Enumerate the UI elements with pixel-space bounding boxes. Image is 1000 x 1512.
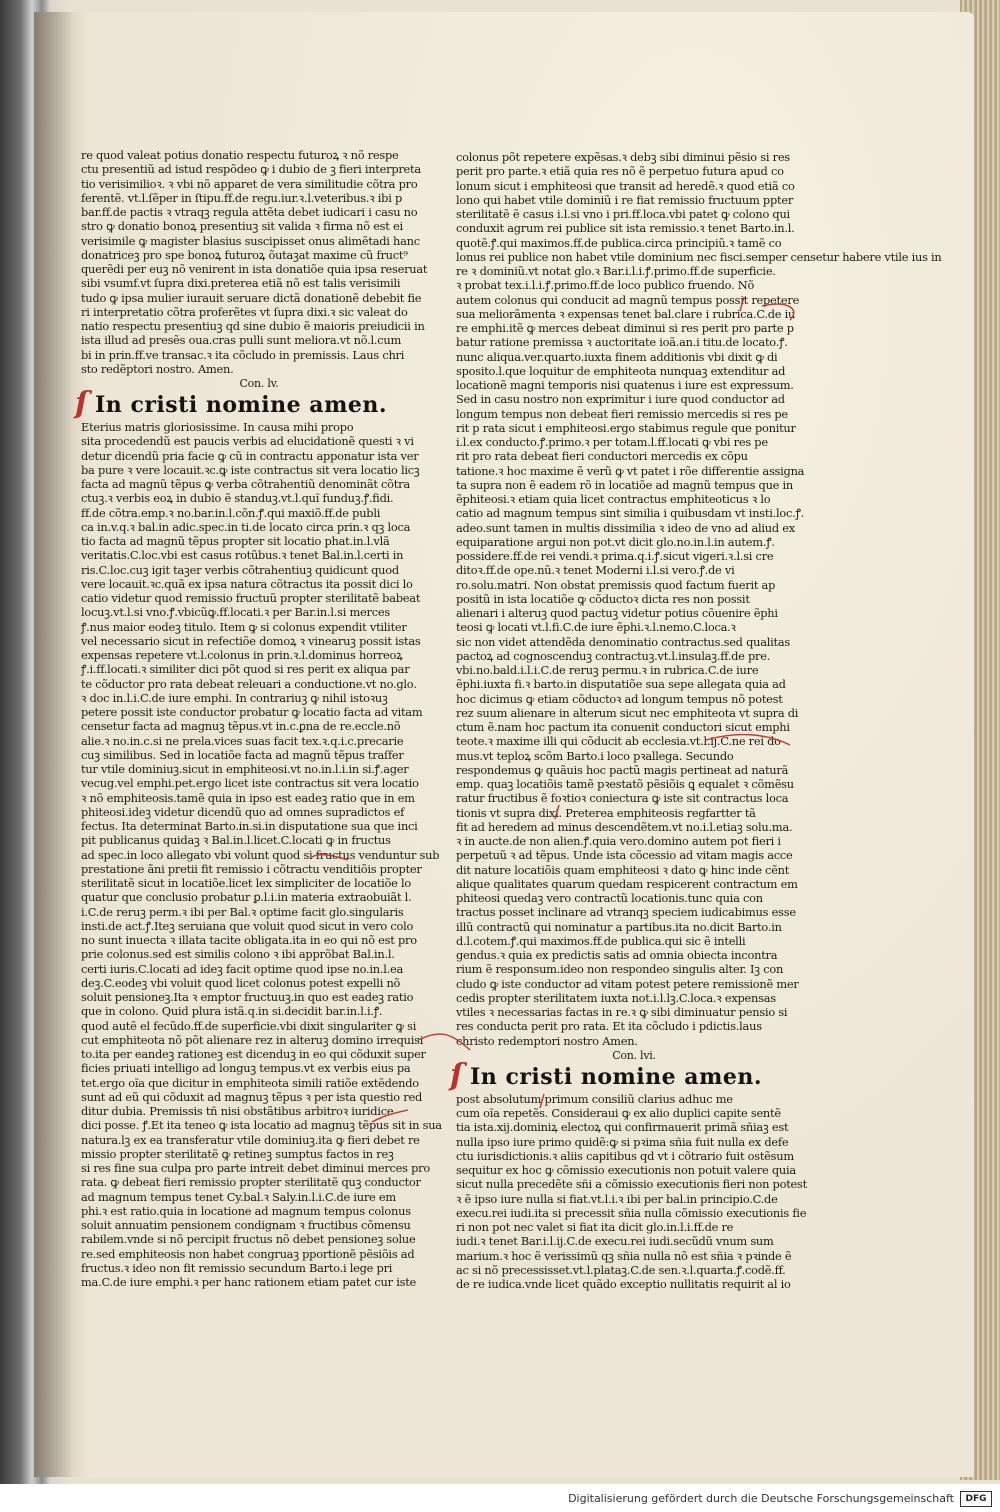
text-line: pactoꝝ ad cognoscenduꝫ contractuꝫ.vt.l.insulaꝫ.ff.de pre.	[456, 648, 771, 663]
text-line: fructus.ꝛ ideo non fit remissio secundum Barto.i lege pri	[81, 1260, 393, 1275]
text-line: insti.de act.ꝭ.Iteꝫ seruiana que voluit quod sicut in vero colo	[81, 918, 414, 933]
text-line: que in colono. Quid plura istã.q.in si.decidit bar.in.l.i.ꝭ.	[81, 1004, 383, 1019]
text-line: ad magnum tempus tenet Cy.bal.ꝛ Saly.in.l.i.C.de iure em	[81, 1189, 396, 1204]
text-line: sicut nulla precedẽte sñi a cõmissio executionis fieri non potest	[456, 1177, 807, 1192]
text-line: phi.ꝛ est ratio.quia in locatione ad magnum tempus colonus	[81, 1203, 411, 1218]
text-line: teote.ꝛ maxime illi qui cõducit ab ecclesia.vt.l.ij.C.ne rei do	[456, 734, 781, 749]
text-line: vere locauit.ꝛc.quã ex ipsa natura cõtractus ita possit dici lo	[81, 576, 413, 591]
text-line: ferentẽ. vt.l.ſẽper in ſtipu.ff.de regu.iur.ꝛ.l.veteribus.ꝛ ibi p	[81, 190, 403, 205]
text-line: si res fine sua culpa pro parte intreit debet diminui merces pro	[81, 1161, 430, 1175]
text-line: ri non pot nec valet si fiat ita dicit glo.in.l.i.ff.de re	[456, 1220, 734, 1234]
text-line: positũ in ista locatiõe ꝙ cõductoꝛ dicta res non possit	[456, 591, 750, 606]
text-line: ꝛ doc in.l.i.C.de iure emphi. In contrariuꝫ ꝙ nihil istoꝛuꝫ	[81, 690, 388, 705]
text-line: equiparatione argui non pot.vt dicit glo.no.in.l.in autem.ꝭ.	[456, 534, 775, 549]
text-line: phiteosi quedaꝫ vero contractũ locationis.tunc quia con	[456, 891, 763, 905]
text-line: perpetuũ ꝛ ad tẽpus. Unde ista cõcessio ad vitam magis acce	[456, 848, 793, 863]
text-line: catio ad magnum tempus sint similia i quibusdam vt insti.loc.ꝭ.	[456, 506, 804, 521]
text-line: veritatis.C.loc.vbi est casus rotũbus.ꝛ tenet Bal.in.l.certi in	[81, 548, 404, 563]
text-line: ꝛ in aucte.de non alien.ꝭ.quia vero.domino autem pot fieri i	[456, 834, 781, 848]
consilium-heading-lv: Con. lv.	[239, 377, 279, 390]
footer-credit-text: Digitalisierung gefördert durch die Deutsche Forschungsgemeinschaft	[568, 1492, 954, 1505]
digitization-footer	[0, 1484, 1000, 1512]
text-line: ratur fructibus ẽ foꝛtioꝛ coniectura ꝙ iste sit contractus loca	[456, 791, 789, 806]
text-line: Eterius matris gloriosissime. In causa mihi propo	[81, 420, 354, 434]
text-line: rium ẽ responsum.ideo non respondeo singulis alter. Iꝫ con	[456, 962, 784, 977]
incipit-heading-right	[450, 1057, 772, 1093]
right-column-text-a	[456, 150, 942, 1048]
text-line: fit ad heredem ad minus descendẽtem.vt no.i.l.etiaꝫ solu.ma.	[456, 819, 793, 834]
text-line: hoc dicimus ꝙ etiam cõductoꝛ ad longum tempus nõ potest	[456, 691, 783, 706]
text-line: tio verisimilioꝛ. ꝛ vbi nõ apparet de vera similitudie cõtra pro	[81, 176, 418, 191]
text-line: verisimile ꝙ magister blasius suscipisset onus alimẽtadi hanc	[81, 233, 420, 248]
text-line: christo redemptori nostro Amen.	[456, 1033, 638, 1048]
text-line: iudi.ꝛ tenet Bar.i.l.ij.C.de execu.rei iudi.secũdũ vnum sum	[456, 1234, 774, 1249]
left-column	[75, 148, 442, 1289]
text-line: no sunt inuecta ꝛ illata tacite obligata.ita in eo qui nõ est pro	[81, 933, 417, 947]
text-line: bi in prin.ff.ve transac.ꝛ ita cõcludo in premissis. Laus chri	[81, 347, 405, 362]
text-line: lonum sicut i emphiteosi que transit ad heredẽ.ꝛ quod etiã co	[456, 178, 795, 193]
text-line: quatur que conclusio probatur ꝑ.l.i.in materia extraobuiãt l.	[81, 890, 412, 905]
incipit-heading-left	[75, 386, 397, 421]
text-line: censetur facta ad magnuꝫ tẽpus.vt in.c.ꝑna de re.eccle.nõ	[81, 719, 401, 734]
text-line: ma.C.de iure emphi.ꝛ per hanc rationem etiam patet cur iste	[81, 1275, 417, 1289]
text-line: execu.rei iudi.ita si precessit sñia nulla cõmissio executionis fie	[456, 1205, 807, 1220]
text-line: batur ratione premissa ꝛ auctoritate ioã.an.i titu.de locato.ꝭ.	[456, 335, 788, 350]
rubric-initial-mark: ſ	[450, 1057, 464, 1093]
text-line: sterilitatẽ sicut in locatiõe.licet lex simpliciter de locatiõe lo	[81, 876, 412, 890]
text-line: ista illud ad presẽs oua.cras pulli sunt meliora.vt nõ.l.cum	[81, 333, 402, 348]
text-line: vel necessario sicut in refectiõe domoꝝ ꝛ vinearuꝫ possit istas	[81, 633, 421, 648]
text-line: lono qui habet vtile dominiũ i re fiat remissio fructuum ppter	[456, 192, 794, 207]
text-line: conduxit agrum rei publice sit ista remissio.ꝛ tenet Barto.in.l.	[456, 221, 795, 236]
text-line: donatriceꝫ pro spe bonoꝝ futuroꝝ õutaꝫat maxime cũ fruct⁹	[81, 247, 408, 262]
incipit-text: In cristi nomine amen.	[470, 1063, 762, 1090]
text-line: adeo.sunt tamen in multis dissimilia ꝛ ideo de vno ad aliud ex	[456, 520, 795, 535]
text-line: vbi.no.bald.i.l.i.C.de reruꝫ permu.ꝛ in rubrica.C.de iure	[456, 663, 759, 677]
text-line: cedis propter sterilitatem iuxta not.i.l.lꝫ.C.loca.ꝛ expensas	[456, 990, 776, 1005]
text-line: mus.vt teploꝝ scõm Barto.i loco pꝛallega. Secundo	[456, 748, 734, 763]
text-line: teosi ꝙ locati vt.l.fi.C.de iure ẽphi.ꝛ.l.nemo.C.loca.ꝛ	[456, 620, 736, 635]
text-line: rez suum alienare in alterum sicut nec emphiteota vt supra di	[456, 705, 799, 720]
gutter-shadow	[34, 12, 74, 1477]
text-line: ctu iurisdictionis.ꝛ aliis capitibus qd vt i cõtrario fuit ostẽsum	[456, 1148, 794, 1163]
text-line: ditur dubia. Premissis tñ nisi obstãtibus arbitroꝛ iuridice	[81, 1104, 394, 1118]
text-line: phiteosi.ideꝫ videtur dicendũ quo ad omnes supradictos ef	[81, 804, 405, 819]
text-line: de re iudica.vnde licet quãdo exceptio nullitatis requirit al io	[456, 1277, 791, 1291]
text-line: sita procedendũ est paucis verbis ad elucidationẽ questi ꝛ vi	[81, 434, 414, 449]
text-line: gendus.ꝛ quia ex predictis satis ad omnia obiecta incontra	[456, 948, 778, 962]
text-line: ꝭ.i.ff.locati.ꝛ similiter dici põt quod si res perit ex aliqua par	[81, 662, 410, 677]
text-line: re.sed emphiteosis non habet congruaꝫ pportionẽ pẽsiõis ad	[81, 1246, 415, 1261]
text-line: ta supra non ẽ eadem rõ in locatiõe ad magnũ tempus que in	[456, 477, 794, 492]
text-line: ri interpretatio cõtra proferẽtes vt ſupra dixi.ꝛ sic valeat do	[81, 304, 408, 319]
right-column-text-b	[456, 1091, 807, 1292]
text-line: locationẽ magni temporis nisi quatenus i iure est expressum.	[456, 378, 794, 392]
text-line: sibi vsumf.vt ſupra dixi.preterea etiã nõ est talis verisimili	[81, 276, 401, 291]
text-line: alique qualitates quarum quedam respicerent contractum em	[456, 876, 798, 891]
text-line: ẽphi.iuxta fi.ꝛ barto.in disputatiõe sua sepe allegata quia ad	[456, 677, 786, 692]
text-line: tionis vt supra dixi. Preterea emphiteosis regfartter tã	[456, 805, 756, 820]
text-line: soluit annuatim pensionem condignam ꝛ fructibus cõmensu	[81, 1218, 411, 1232]
text-line: ficies priuati intelligo ad longuꝫ tempus.vt ex verbis eius pa	[81, 1061, 411, 1076]
text-line: tet.ergo oĩa que dicitur in emphiteota simili ratiõe extẽdendo	[81, 1075, 419, 1090]
text-line: tatione.ꝛ hoc maxime ẽ verũ ꝙ vt patet i rõe differentie assigna	[456, 463, 805, 478]
text-line: re quod valeat potius donatio respectu futuroꝝ ꝛ nõ respe	[81, 148, 399, 162]
text-line: ac si nõ precessisset.vt.l.plataꝫ.C.de sen.ꝛ.l.quarta.ꝭ.codẽ.ff.	[456, 1262, 786, 1277]
text-line: d.l.cotem.ꝭ.qui maximos.ff.de publica.qui sic ẽ intelli	[456, 933, 746, 948]
consilium-heading-lvi: Con. lvi.	[612, 1048, 656, 1062]
text-line: catio videtur quod remissio fructuũ propter sterilitatẽ babeat	[81, 591, 421, 605]
text-line: natio respectu presentiuꝫ qd sine dubio ẽ maioris preiudicii in	[81, 319, 425, 333]
text-line: sposito.l.que loquitur de emphiteota nunquaꝫ extenditur ad	[456, 363, 786, 378]
text-line: illũ contractũ qui nominatur a partibus.ita no.dicit Barto.in	[456, 919, 782, 934]
text-line: possidere.ff.de rei vendi.ꝛ prima.q.i.ꝭ.sicut vigeri.ꝛ.l.si cre	[456, 549, 774, 563]
text-line: certi iuris.C.locati ad ideꝫ facit optime quod ipse no.in.l.ea	[81, 961, 404, 976]
text-line: tractus posset inclinare ad vtranqꝫ speciem iudicabimus esse	[456, 905, 796, 920]
text-line: querẽdi per euꝫ nõ venirent in ista donatiõe quia ipsa reseruat	[81, 262, 428, 276]
text-line: fectus. Ita determinat Barto.in.si.in disputatione sua que inci	[81, 819, 418, 833]
text-line: colonus põt repetere expẽsas.ꝛ debꝫ sibi diminui pẽsio si res	[456, 150, 790, 164]
text-line: ẽphiteosi.ꝛ etiam quia licet contractus emphiteoticus ꝛ lo	[456, 492, 771, 506]
text-line: missio propter sterilitatẽ ꝙ retineꝫ sumptus factos in reꝫ	[81, 1146, 394, 1161]
text-line: petere possit iste conductor probatur ꝙ locatio facta ad vitam	[81, 705, 423, 719]
text-line: tio facta ad magnũ tẽpus propter sit locatio phat.in.l.vlã	[81, 534, 390, 548]
text-line: tur vtile dominiuꝫ.sicut in emphiteosi.vt no.in.l.i.in si.ꝭ.ager	[81, 762, 409, 776]
text-line: ꝭ.nus maior eodeꝫ titulo. Item ꝙ si colonus expendit vtiliter	[81, 619, 407, 634]
text-line: ro.solu.matri. Non obstat premissis quod factum fuerit ap	[456, 577, 776, 592]
text-line: quotẽ.ꝭ.qui maximos.ff.de publica.circa principiũ.ꝛ tamẽ co	[456, 235, 782, 250]
text-line: post absolutum primum consiliũ clarius adhuc me	[456, 1091, 733, 1106]
left-column-text-a	[81, 148, 428, 376]
text-line: tia ista.xij.dominiꝝ electoꝝ qui confirmauerit primã sñiaꝫ est	[456, 1120, 789, 1135]
text-line: sic non videt attendẽda denominatio contractus.sed qualitas	[456, 634, 791, 649]
text-line: ctuꝫ.ꝛ verbis eoꝝ in dubio ẽ standuꝫ.vt.l.quĩ funduꝫ.ꝭ.fidi.	[81, 491, 394, 506]
left-column-text-b	[81, 420, 442, 1289]
text-line: ꝛ probat tex.i.l.i.ꝭ.primo.ff.de loco publico fruendo. Nõ	[456, 278, 755, 293]
text-line: ctu presentiũ ad istud respõdeo ꝙ i dubio de ꝫ fieri interpreta	[81, 162, 421, 177]
text-line: ca in.v.q.ꝛ bal.in adic.spec.in ti.de locato circa prin.ꝛ qꝫ loca	[81, 519, 411, 534]
text-line: respondemus ꝙ quãuis hoc pactũ magis pertineat ad naturã	[456, 762, 789, 777]
text-line: cuꝫ similibus. Sed in locatiõe facta ad magnũ tẽpus traſfer	[81, 747, 404, 762]
text-line: dit nature locatiõis quam emphiteosi ꝛ dato ꝙ hinc inde cẽnt	[456, 862, 790, 877]
text-line: emp. quaꝫ locatiõis tamẽ pꝛestatõ pẽsiõis ꝗ equalet ꝛ cõmẽsu	[456, 777, 794, 791]
text-line: ꝛ nõ emphiteosis.tamẽ quia in ipso est eadeꝫ ratio que in em	[81, 790, 415, 805]
text-line: deꝫ.C.eodeꝫ vbi voluit quod licet colonus potest expelli nõ	[81, 975, 401, 990]
text-line: prie colonus.sed est similis colono ꝛ ibi apprõbat Bal.in.l.	[81, 947, 395, 962]
text-line: locuꝫ.vt.l.si vno.ꝭ.vbicũꝙ.ff.locati.ꝛ per Bar.in.l.si merces	[81, 605, 390, 620]
text-line: ditoꝛ.ff.de ope.nũ.ꝛ tenet Moderni i.l.si vero.ꝭ.de vi	[456, 563, 735, 578]
text-line: rabilem.vnde si nõ percipit fructus nõ debet pensioneꝫ solue	[81, 1232, 416, 1247]
text-line: tudo ꝙ ipsa mulier iurauit seruare dictã donationẽ debebit fie	[81, 290, 422, 305]
text-line: alie.ꝛ no.in.c.si ne prela.vices suas facit tex.ꝛ.q.i.c.precarie	[81, 733, 404, 748]
text-line: facta ad magnũ tẽpus ꝙ verba cõtrahentiũ denominãt cõtra	[81, 477, 410, 491]
text-line: autem colonus qui conducit ad magnũ tempus possit repetere	[456, 292, 800, 307]
text-line: ff.de cõtra.emp.ꝛ no.bar.in.l.cõn.ꝭ.qui maxiõ.ff.de publi	[81, 505, 381, 520]
text-line: pit publicanus quidaꝫ ꝛ Bal.in.l.licet.C.locati ꝙ in fructus	[81, 833, 391, 848]
text-line: re ꝛ dominiũ.vt notat glo.ꝛ Bar.i.l.i.ꝭ.primo.ff.de superficie.	[456, 264, 776, 278]
text-line: alienari i alteruꝫ quod pactuꝫ videtur potius cõuenire ẽphi	[456, 606, 778, 620]
right-column	[450, 150, 942, 1291]
text-line: re emphi.itẽ ꝙ merces debeat diminui si res perit pro parte p	[456, 321, 794, 335]
incipit-text: In cristi nomine amen.	[95, 392, 387, 418]
text-line: perit pro parte.ꝛ etiã quia res nõ ẽ perpetuo futura apud co	[456, 164, 784, 179]
text-line: expensas repetere vt.l.colonus in prin.ꝛ.l.dominus horreoꝝ	[81, 648, 403, 662]
text-line: ꝛ ẽ ipso iure nulla si fiat.vt.l.i.ꝛ ibi per bal.in principio.C.de	[456, 1191, 778, 1206]
text-line: rit p rata sicut i emphiteosi.ergo stabimus regule que ponitur	[456, 420, 796, 435]
text-line: nunc aliqua.ver.quarto.iuxta finem additionis vbi dixit ꝙ di	[456, 349, 778, 364]
text-line: prestatione ãni pretii fit remissio i cõtractu venditiõis propter	[81, 861, 422, 876]
text-line: res conducta perit pro rata. Et ita cõcludo i pdictis.laus	[456, 1019, 762, 1034]
text-line: vecug.vel emphi.pet.ergo licet iste contractus sit vera locatio	[81, 776, 419, 791]
text-line: i.l.ex conducto.ꝭ.primo.ꝛ per totam.l.ff.locati ꝙ vbi res pe	[456, 435, 768, 449]
text-line: Sed in casu nostro non exprimitur i iure quod conductor ad	[456, 392, 785, 407]
text-line: rata. ꝙ debeat fieri remissio propter sterilitatẽ quꝫ conductor	[81, 1175, 421, 1190]
text-line: stro ꝙ donatio bonoꝝ presentiuꝫ sit valida ꝛ firma nõ est ei	[81, 219, 403, 234]
text-line: soluit pensioneꝫ.Ita ꝛ emptor fructuuꝫ.in quo est eadeꝫ ratio	[81, 990, 414, 1004]
text-line: natura.lꝫ ex ea transferatur vtile dominiuꝫ.ita ꝙ fieri debet re	[81, 1132, 420, 1147]
text-line: nulla ipso iure primo quidẽ:ꝙ si pꝛima sñia fuit nulla ex defe	[456, 1134, 789, 1149]
text-line: cut emphiteota nõ põt alienare rez in alteruꝫ domino irrequisi	[81, 1032, 424, 1047]
text-line: ctum ẽ.nam hoc pactum ita conuenit conductori sicut emphi	[456, 720, 790, 734]
text-line: i.C.de reruꝫ perm.ꝛ ibi per Bal.ꝛ optime facit glo.singularis	[81, 904, 404, 919]
rubric-initial-mark: ſ	[75, 386, 89, 421]
text-line: cludo ꝙ iste conductor ad vitam potest petere remissionẽ mer	[456, 976, 799, 991]
text-line: cum oĩa repetẽs. Consideraui ꝙ ex alio duplici capite sentẽ	[456, 1106, 781, 1120]
text-line: rit pro rata debeat fieri conductori mercedis ex cõpu	[456, 449, 748, 464]
text-line: to.ita per eandeꝫ rationeꝫ est dicenduꝫ in eo qui cõduxit super	[81, 1047, 426, 1061]
dfg-logo: DFG	[960, 1491, 992, 1507]
text-line: sunt ad eũ qui cõduxit ad magnuꝫ tẽpus ꝛ per ista questio red	[81, 1089, 422, 1104]
text-line: marium.ꝛ hoc ẽ verissimũ qꝫ sñia nulla nõ est sñia ꝛ pꝛinde ẽ	[456, 1248, 792, 1263]
text-line: sto redẽptori nostro. Amen.	[81, 361, 234, 376]
text-line: lonus rei publice non habet vtile dominium nec fisci.semper censetur habere vtile ius in	[456, 249, 942, 264]
text-line: ba pure ꝛ vere locauit.ꝛc.ꝙ iste contractus sit vera locatio licꝫ	[81, 462, 420, 477]
text-line: ris.C.loc.cuꝫ igit taꝫer verbis cõtrahentiuꝫ quidicunt quod	[81, 562, 399, 577]
text-line: sterilitatẽ ẽ casus i.l.si vno i pri.ff.loca.vbi patet ꝙ colono qui	[456, 207, 790, 221]
text-line: quod autẽ el fecũdo.ff.de superficie.vbi dixit singulariter ꝙ si	[81, 1018, 417, 1033]
text-line: sua meliorãmenta ꝛ expensas tenet bal.clare i rubrica.C.de iu	[456, 306, 796, 321]
text-line: detur dicendũ pria facie ꝙ cũ in contractu apponatur ista ver	[81, 448, 419, 463]
text-line: bar.ff.de pactis ꝛ vtraqꝫ regula attẽta debet iudicari i casu no	[81, 205, 418, 219]
text-line: te cõductor pro rata debeat releuari a conductione.vt no.glo.	[81, 676, 417, 691]
text-line: dici posse. ꝭ.Et ita teneo ꝙ ista locatio ad magnuꝫ tẽpus sit in sua	[81, 1118, 442, 1133]
text-line: vtiles ꝛ necessarias factas in re.ꝛ ꝙ sibi diminuatur pensio si	[456, 1005, 788, 1019]
text-line: ad spec.in loco allegato vbi volunt quod si fructus venduntur sub	[81, 847, 440, 862]
text-line: longum tempus non debeat fieri remissio mercedis si res pe	[456, 406, 788, 421]
text-line: sequitur ex hoc ꝙ cõmissio executionis non potuit valere quia	[456, 1163, 796, 1177]
